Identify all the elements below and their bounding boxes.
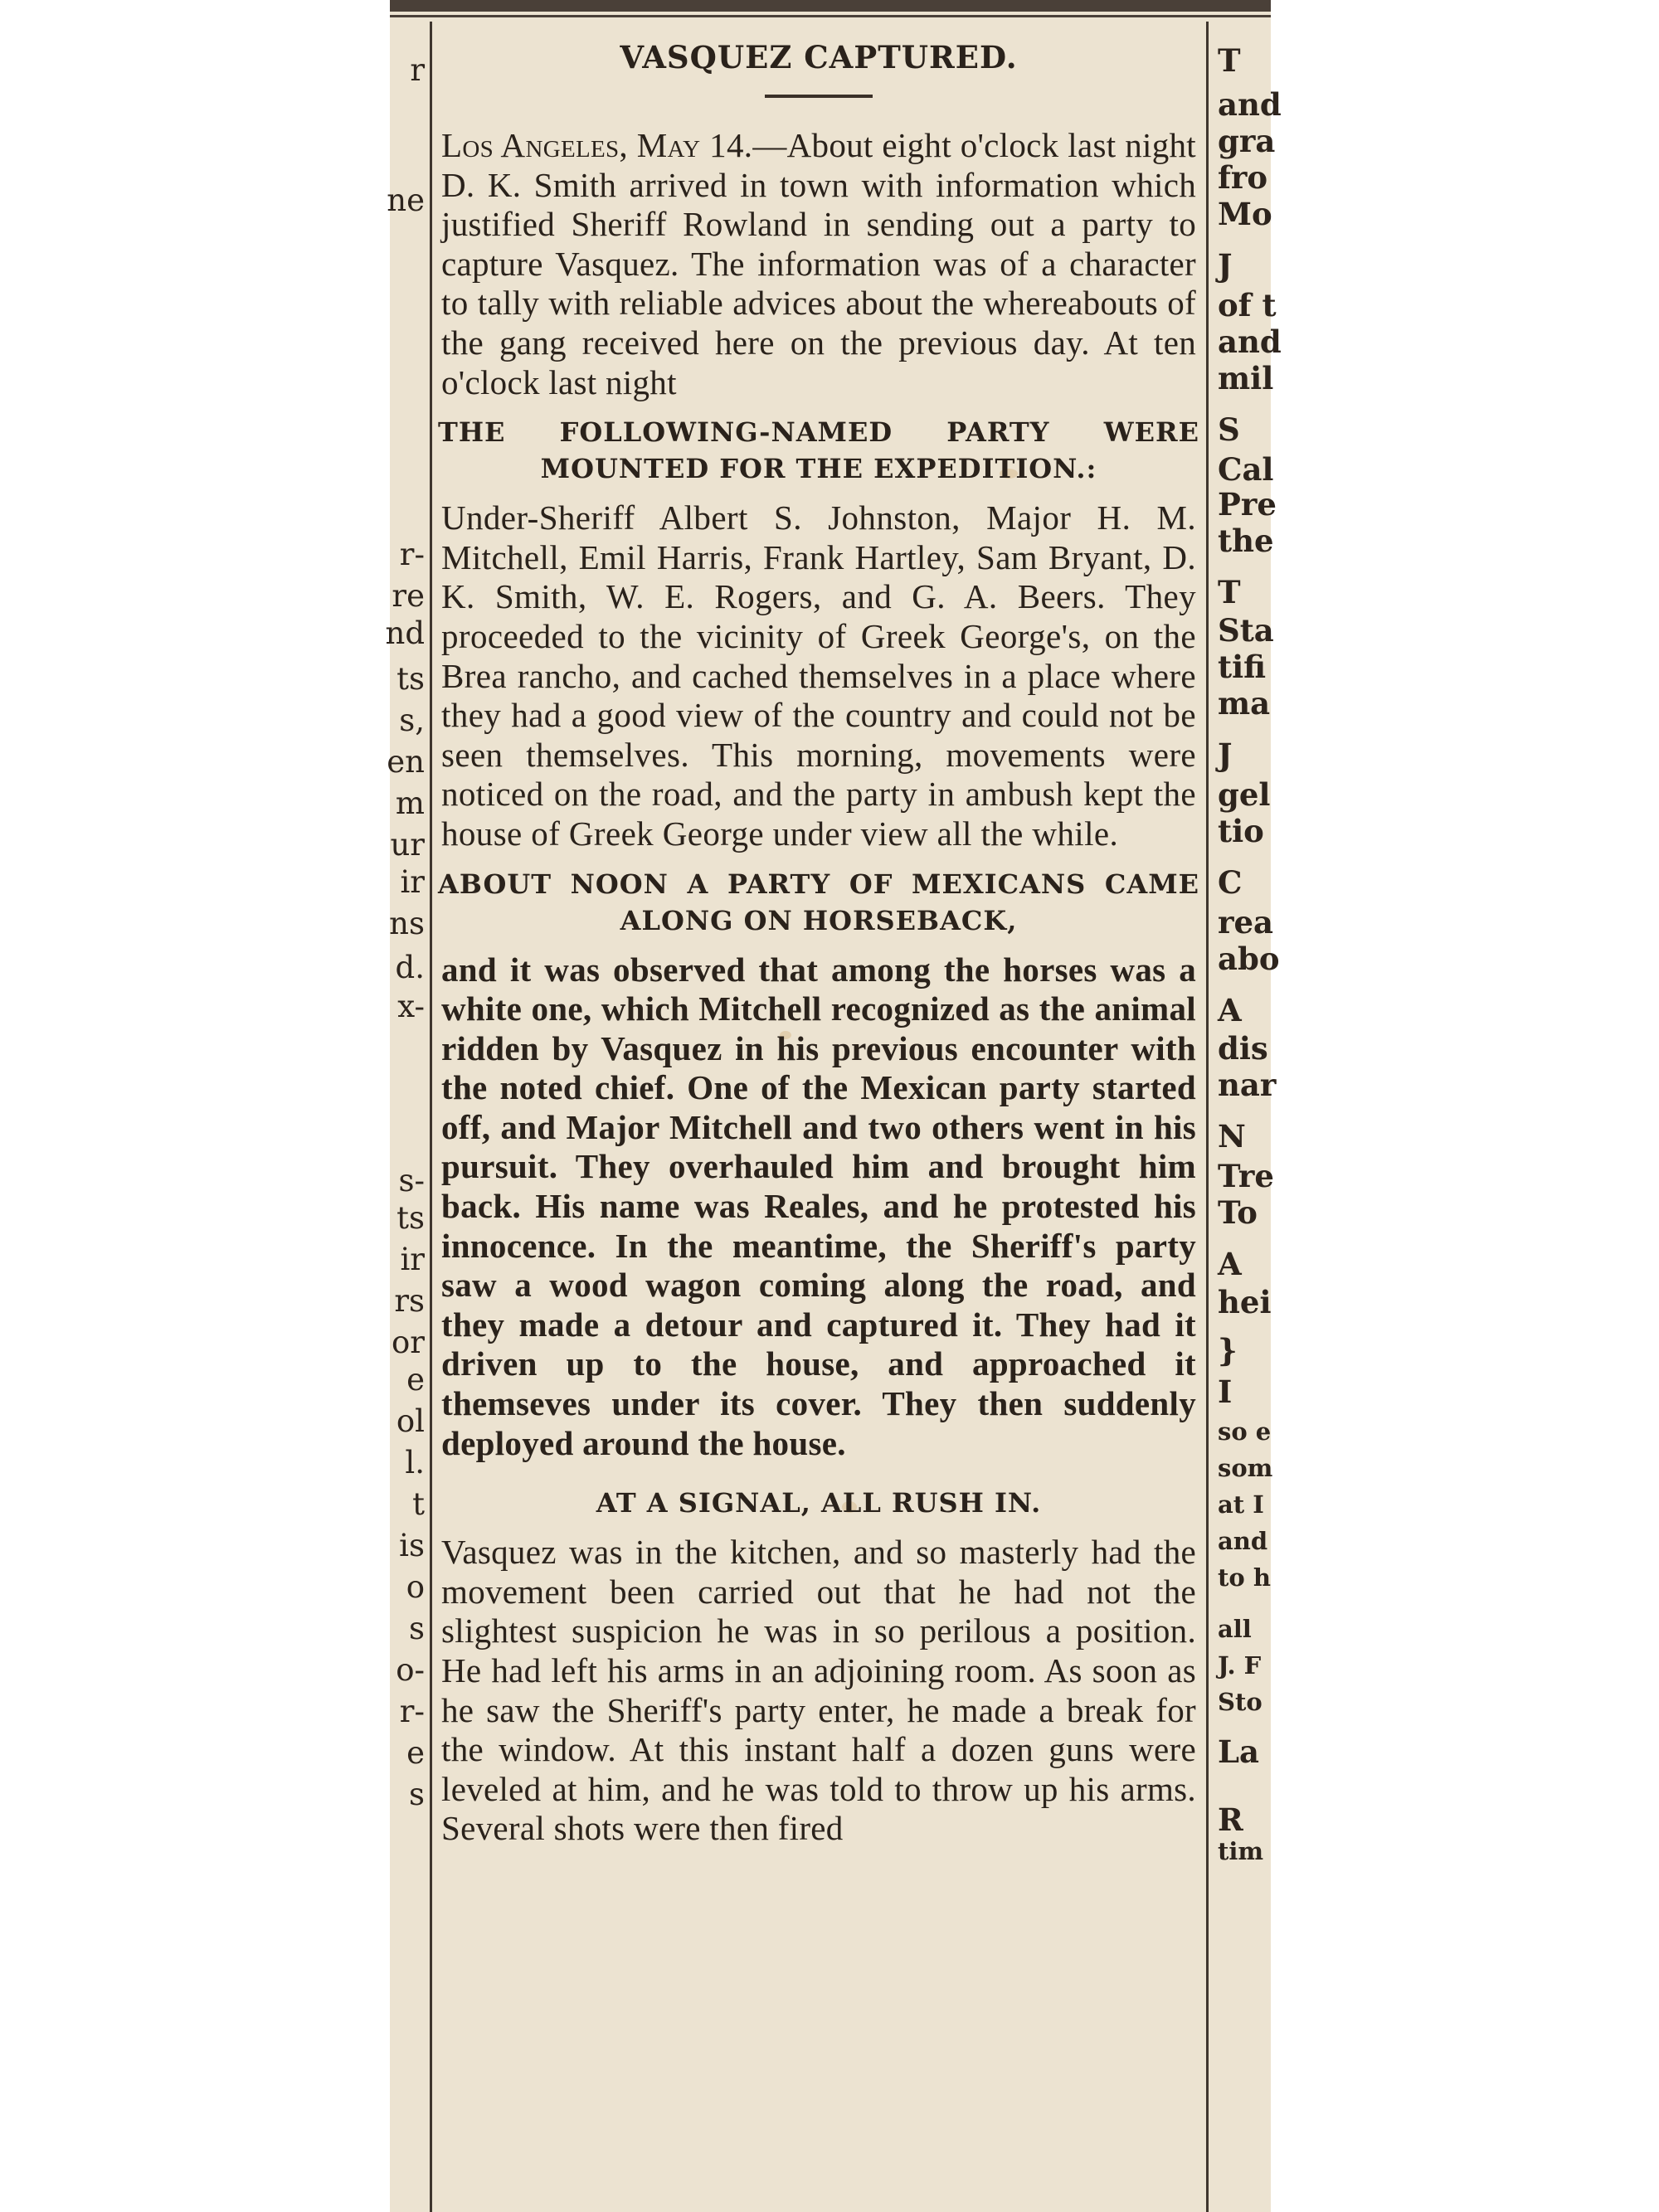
left-fragment: ts — [397, 1200, 425, 1236]
left-fragment: x- — [397, 989, 425, 1024]
right-fragment: ma — [1218, 685, 1271, 722]
right-fragment: and — [1218, 86, 1282, 123]
left-fragment: o- — [396, 1652, 425, 1688]
left-fragment: r- — [399, 1694, 425, 1729]
right-fragment: tim — [1218, 1837, 1264, 1865]
right-fragment: Tre — [1218, 1158, 1274, 1194]
right-fragment: Mo — [1218, 196, 1272, 232]
right-fragment: N — [1218, 1118, 1246, 1155]
left-fragment: ol — [396, 1403, 425, 1439]
right-fragment: nar — [1218, 1067, 1277, 1103]
left-fragment: en — [387, 744, 425, 780]
right-fragment: A — [1218, 1246, 1242, 1282]
left-fragment: rs — [394, 1283, 425, 1319]
left-fragment: e — [406, 1362, 425, 1398]
subhead-party: THE FOLLOWING-NAMED PARTY WERE MOUNTED FOR THE EXPEDITION.: — [438, 416, 1199, 485]
paragraph-1-text: —About eight o'clock last night D. K. Smith arrived in town with information which justified Sheriff Rowland in sending out a party to capture Vasquez. The information was of a character to tally with reliable advices about the whereabouts of the gang received here on the previous day. At ten o'clock last night — [441, 126, 1196, 401]
right-fragment: at I — [1218, 1490, 1264, 1519]
right-fragment: } — [1218, 1332, 1238, 1369]
left-fragment: ir — [400, 864, 425, 900]
left-column-rule — [430, 22, 432, 2212]
left-fragment: ns — [389, 906, 425, 941]
right-fragment: R — [1218, 1801, 1243, 1838]
paragraph-2: Under-Sheriff Albert S. Johnston, Major H. M. Mitchell, Emil Harris, Frank Hartley, Sam Bryant, D. K. Smith, W. E. Rogers, and G. A. Beers. They proceeded to the vicinity of Greek George's, on the Brea rancho, and cached themselves in a place where they had a good view of the country and could not be seen themselves. This morning, movements were noticed on the road, and the party in ambush kept the house of Greek George under view all the while. — [441, 498, 1196, 853]
right-fragment: of t — [1218, 287, 1277, 323]
left-fragment: ir — [400, 1242, 425, 1277]
right-fragment: fro — [1218, 159, 1268, 196]
left-fragment: m — [395, 785, 425, 821]
right-fragment: Sta — [1218, 612, 1274, 649]
right-fragment: gra — [1218, 123, 1276, 159]
article — [438, 36, 1199, 1849]
right-fragment: C — [1218, 864, 1243, 901]
right-fragment: S — [1218, 411, 1240, 448]
right-fragment: J — [1218, 737, 1233, 773]
dateline: Los Angeles, May 14. — [441, 126, 753, 164]
right-fragment: and — [1218, 323, 1282, 360]
left-fragment: t — [412, 1486, 425, 1522]
paragraph-1 — [438, 126, 1199, 402]
right-fragment: tifi — [1218, 649, 1267, 685]
left-fragment: s — [409, 1777, 425, 1812]
right-fragment: dis — [1218, 1030, 1268, 1067]
left-fragment: r — [410, 52, 425, 88]
left-fragment: d. — [395, 950, 425, 985]
right-fragment: abo — [1218, 941, 1280, 977]
right-fragment: I — [1218, 1373, 1233, 1410]
right-fragment: gel — [1218, 776, 1271, 813]
top-border-rule — [390, 0, 1271, 22]
paragraph-3: and it was observed that among the horses was a white one, which Mitchell recognized as the animal ridden by Vasquez in his previous encounter with the noted chief. One of the Mexican party started off, and Major Mitchell and two others went in his pursuit. They overhauled him and brought him back. His name was Reales, and he protested his innocence. In the meantime, the Sheriff's party saw a wood wagon coming along the road, and they made a detour and captured it. They had it driven up to the house, and approached it themseves under its cover. They then suddenly deployed around the house. — [441, 950, 1196, 1462]
newspaper-clipping — [385, 0, 1282, 2212]
left-fragment: r- — [399, 537, 425, 572]
right-fragment: A — [1218, 992, 1242, 1028]
right-fragment: rea — [1218, 904, 1274, 941]
left-column-fragments — [385, 0, 428, 2212]
left-fragment: or — [392, 1325, 425, 1360]
left-fragment: ts — [397, 661, 425, 697]
right-fragment: hei — [1218, 1284, 1272, 1320]
subhead-mexicans: ABOUT NOON A PARTY OF MEXICANS CAME ALONG ON HORSEBACK, — [438, 868, 1199, 936]
left-fragment: s — [409, 1611, 425, 1646]
right-fragment: all — [1218, 1615, 1252, 1643]
left-fragment: nd — [385, 615, 425, 651]
right-column-rule — [1206, 22, 1209, 2212]
left-fragment: ne — [387, 182, 425, 218]
left-fragment: ur — [390, 827, 425, 863]
right-fragment: to h — [1218, 1563, 1271, 1592]
right-column-fragments — [1213, 0, 1282, 2212]
right-fragment: T — [1218, 42, 1241, 79]
right-fragment: To — [1218, 1194, 1258, 1231]
right-fragment: the — [1218, 523, 1274, 559]
right-fragment: J. F — [1218, 1651, 1262, 1680]
left-fragment: e — [406, 1735, 425, 1771]
right-fragment: Pre — [1218, 486, 1277, 523]
left-fragment: s, — [399, 702, 425, 738]
right-fragment: mil — [1218, 360, 1274, 396]
left-fragment: re — [392, 578, 425, 614]
article-headline: VASQUEZ CAPTURED. — [620, 39, 1018, 75]
left-fragment: o — [406, 1569, 425, 1605]
right-fragment: tio — [1218, 813, 1264, 849]
right-fragment: som — [1218, 1454, 1273, 1482]
left-fragment: l. — [405, 1445, 425, 1480]
headline-rule — [765, 95, 873, 98]
right-fragment: La — [1218, 1733, 1259, 1770]
right-fragment: Cal — [1218, 451, 1274, 488]
subhead-signal: AT A SIGNAL, ALL RUSH IN. — [596, 1487, 1042, 1519]
right-fragment: J — [1218, 247, 1233, 284]
right-fragment: so e — [1218, 1417, 1272, 1446]
right-fragment: T — [1218, 574, 1241, 610]
right-fragment: and — [1218, 1527, 1268, 1555]
left-fragment: s- — [398, 1163, 425, 1198]
right-fragment: Sto — [1218, 1688, 1262, 1716]
paragraph-4: Vasquez was in the kitchen, and so masterly had the movement been carried out that he had not the slightest suspicion he was in so perilous a position. He had left his arms in an adjoining room. As soon as he saw the Sheriff's party enter, he made a break for the window. At this instant half a dozen guns were leveled at him, and he was told to throw up his arms. Several shots were then fired — [441, 1533, 1196, 1848]
left-fragment: is — [399, 1528, 425, 1563]
